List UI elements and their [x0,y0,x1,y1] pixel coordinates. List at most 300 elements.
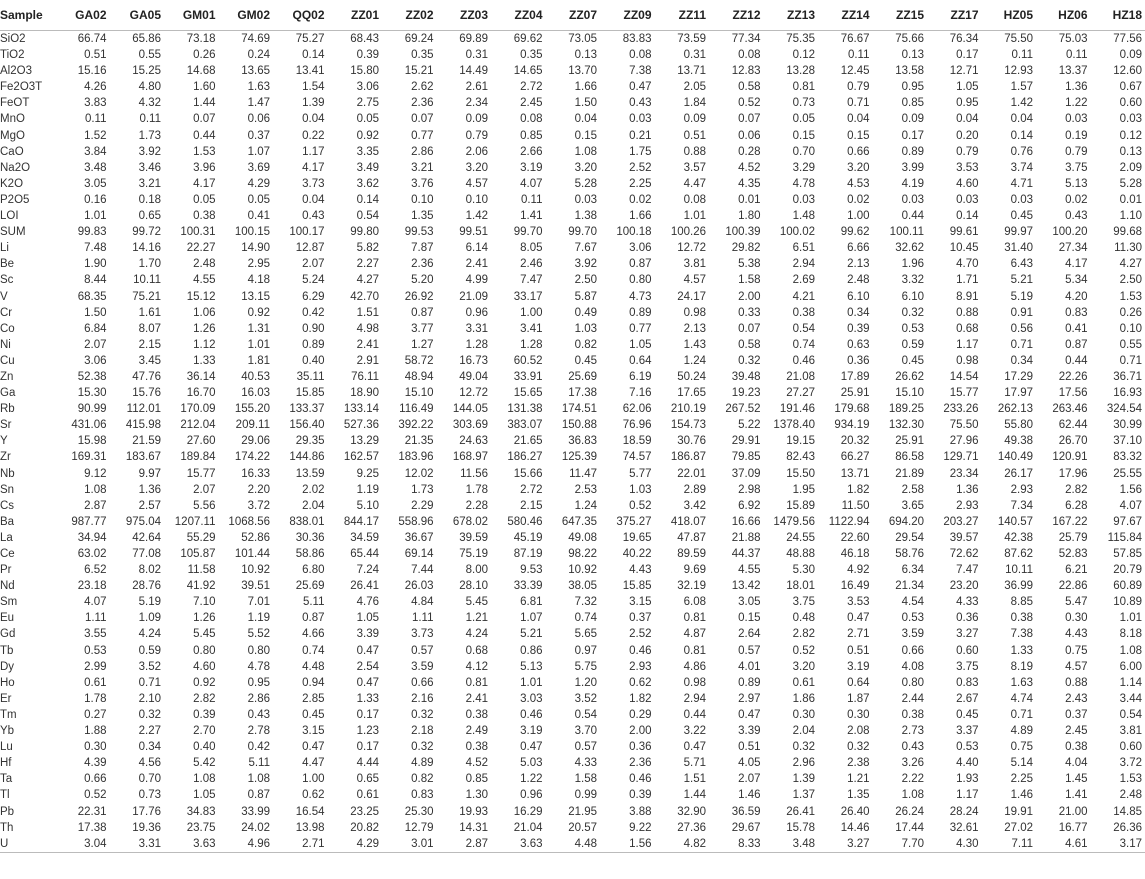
table-cell: 0.03 [574,193,597,206]
table-cell: 4.20 [1065,290,1088,303]
row-label: Tb [0,644,14,657]
table-cell: 1.58 [738,274,761,287]
table-cell: 28.10 [459,580,488,593]
table-row [0,643,1145,659]
table-cell: 41.92 [186,580,216,593]
table-cell: 0.55 [138,49,161,62]
table-cell: 0.47 [356,676,379,689]
table-row [0,594,1145,610]
table-cell: 0.81 [465,676,488,689]
table-cell: 75.50 [949,419,979,432]
table-cell: 3.27 [956,628,979,641]
table-cell: 5.28 [1119,177,1142,190]
table-cell: 558.96 [398,515,434,528]
table-cell: 0.01 [1119,193,1142,206]
table-cell: 0.88 [1065,676,1088,689]
table-cell: 33.17 [513,290,543,303]
column-header: QQ02 [273,0,328,31]
table-cell: 26.24 [895,805,924,818]
table-cell: 25.91 [840,387,870,400]
table-cell: 2.38 [847,757,870,770]
table-cell: 0.51 [84,49,107,62]
table-cell: 27.96 [949,435,979,448]
table-cell: 3.81 [1119,725,1142,738]
table-cell: 32.90 [677,805,706,818]
table-cell: 2.08 [847,725,870,738]
table-cell: 52.83 [1058,548,1088,560]
table-cell: 10.11 [1005,564,1033,577]
table-cell: 0.09 [901,113,924,126]
table-cell: 7.47 [520,274,543,287]
table-cell: 100.18 [616,226,652,239]
table-cell: 4.74 [1010,692,1033,705]
table-cell: 0.52 [84,789,107,802]
table-cell: 97.67 [1113,515,1142,528]
table-cell: 1.46 [738,789,761,802]
table-cell: 4.27 [1119,258,1142,271]
table-cell: 0.43 [302,210,325,223]
table-cell: 74.69 [241,33,270,45]
table-row [0,787,1145,803]
table-row [0,562,1145,578]
table-cell: 2.93 [956,499,979,512]
table-cell: 183.67 [125,451,161,464]
table-cell: 6.34 [901,564,924,577]
table-cell: 0.54 [792,322,815,335]
table-cell: 49.04 [459,370,488,383]
table-cell: 2.89 [683,483,706,496]
table-cell: 1.00 [302,773,325,786]
table-row [0,739,1145,755]
column-header: HZ18 [1091,0,1145,31]
table-cell: 38.05 [568,580,597,593]
table-cell: 0.59 [138,644,161,657]
table-cell: 2.09 [1119,161,1142,174]
table-cell: 0.08 [738,49,761,62]
table-cell: 55.80 [1004,419,1033,432]
table-cell: 0.66 [847,145,870,158]
table-cell: 5.65 [574,628,597,641]
table-cell: 15.66 [513,467,543,480]
column-header: ZZ13 [764,0,819,31]
column-header: ZZ12 [709,0,764,31]
table-cell: 4.73 [629,290,652,303]
table-row [0,820,1145,836]
table-cell: 3.42 [683,499,706,512]
table-cell: 13.59 [295,467,325,480]
table-cell: 82.43 [786,451,815,464]
table-cell: 2.97 [738,692,761,705]
table-cell: 0.75 [1065,644,1088,657]
table-cell: 0.32 [901,306,924,319]
table-cell: 1.03 [574,322,597,335]
table-cell: 1.24 [574,499,597,512]
table-cell: 4.24 [138,628,161,641]
table-cell: 0.91 [1010,306,1033,319]
table-cell: 27.02 [1004,821,1033,834]
table-cell: 4.78 [247,660,270,673]
table-cell: 3.45 [138,354,161,367]
table-cell: 36.99 [1004,580,1033,593]
table-cell: 1.35 [411,210,434,223]
table-row [0,337,1145,353]
row-label: SiO2 [0,33,26,45]
table-cell: 49.38 [1004,435,1033,448]
row-label: Hf [0,757,12,770]
table-cell: 3.20 [574,161,597,174]
table-cell: 154.73 [670,419,706,432]
table-cell: 0.42 [302,306,325,319]
table-cell: 1.28 [465,338,488,351]
table-cell: 0.89 [738,676,761,689]
table-cell: 1.73 [411,483,434,496]
table-cell: 14.31 [459,821,488,834]
table-cell: 29.67 [731,821,761,834]
table-cell: 3.73 [411,628,434,641]
table-cell: 1.42 [465,210,488,223]
row-label: Yb [0,725,15,738]
table-cell: 0.92 [247,306,270,319]
table-cell: 0.17 [901,129,924,142]
table-cell: 65.86 [132,33,161,45]
table-cell: 1.38 [574,210,597,223]
table-cell: 1.19 [247,612,270,625]
table-cell: 2.86 [411,145,434,158]
table-cell: 100.39 [725,226,761,239]
table-cell: 4.57 [683,274,706,287]
table-cell: 4.57 [1065,660,1088,673]
table-cell: 0.52 [792,644,815,657]
table-cell: 0.11 [847,49,870,62]
table-cell: 2.34 [465,97,488,110]
table-cell: 5.28 [574,177,597,190]
table-cell: 5.21 [1010,274,1033,287]
table-cell: 0.45 [1010,210,1033,223]
table-row [0,755,1145,771]
table-cell: 0.70 [138,773,161,786]
table-cell: 52.38 [77,370,107,383]
table-cell: 1.08 [574,145,597,158]
table-cell: 0.89 [629,306,652,319]
table-cell: 0.79 [1065,145,1088,158]
table-cell: 2.52 [629,161,652,174]
row-label: Zn [0,370,14,383]
table-cell: 69.89 [459,33,488,45]
table-cell: 19.15 [786,435,815,448]
table-cell: 1.17 [302,145,325,158]
table-cell: 3.15 [302,725,325,738]
table-cell: 0.05 [247,193,270,206]
table-cell: 2.94 [683,692,706,705]
table-cell: 2.95 [247,258,270,271]
column-header: ZZ15 [873,0,928,31]
table-cell: 37.10 [1113,435,1142,448]
table-cell: 19.65 [622,531,652,544]
table-cell: 26.36 [1113,821,1142,834]
table-cell: 1.63 [247,81,270,94]
table-cell: 0.95 [901,81,924,94]
table-cell: 0.16 [84,193,107,206]
table-cell: 0.01 [738,193,761,206]
table-cell: 0.38 [465,741,488,754]
table-cell: 2.72 [520,483,543,496]
table-cell: 49.08 [568,531,597,544]
row-label: Pr [0,564,12,577]
table-cell: 4.60 [956,177,979,190]
table-cell: 18.01 [786,580,815,593]
table-cell: 0.02 [1065,193,1088,206]
table-cell: 21.35 [404,435,434,448]
table-cell: 838.01 [289,515,325,528]
table-cell: 3.20 [465,161,488,174]
table-cell: 0.34 [1010,354,1033,367]
table-cell: 3.62 [356,177,379,190]
table-cell: 4.29 [328,836,383,853]
table-cell: 34.59 [350,531,379,544]
table-cell: 72.62 [949,548,979,560]
table-cell: 1.56 [1119,483,1142,496]
table-cell: 1.44 [683,789,706,802]
table-cell: 0.38 [193,210,216,223]
table-cell: 5.71 [683,757,706,770]
table-cell: 4.48 [546,836,601,853]
row-label: Lu [0,741,13,754]
table-cell: 1.01 [84,210,107,223]
table-cell: 16.03 [241,387,270,400]
table-cell: 0.10 [1119,322,1142,335]
table-cell: 8.05 [520,242,543,255]
table-cell: 37.09 [731,467,761,480]
table-row [0,417,1145,433]
table-cell: 9.97 [138,467,161,480]
table-cell: 4.44 [356,757,379,770]
table-row [0,836,1145,853]
table-cell: 0.10 [411,193,434,206]
table-cell: 183.96 [398,451,434,464]
table-cell: 0.32 [847,741,870,754]
table-cell: 50.24 [677,370,706,383]
table-cell: 1.01 [247,338,270,351]
table-cell: 3.52 [574,692,597,705]
table-cell: 0.90 [302,322,325,335]
table-cell: 25.55 [1113,467,1142,480]
table-cell: 1.10 [1119,210,1142,223]
table-cell: 0.89 [302,338,325,351]
table-cell: 0.47 [683,741,706,754]
table-cell: 3.35 [356,145,379,158]
table-cell: 100.11 [889,226,924,239]
table-cell: 20.32 [840,435,870,448]
table-cell: 22.31 [77,805,107,818]
table-cell: 0.11 [1065,49,1088,62]
table-cell: 4.80 [138,81,161,94]
table-cell: 0.37 [247,129,270,142]
table-cell: 22.01 [677,467,706,480]
table-cell: 6.80 [302,564,325,577]
table-cell: 35.11 [296,370,325,383]
table-cell: 3.88 [629,805,652,818]
table-cell: 36.67 [404,531,434,544]
table-cell: 0.07 [411,113,434,126]
table-cell: 26.62 [895,370,924,383]
row-label: MgO [0,129,25,142]
table-cell: 1.60 [193,81,216,94]
table-cell: 30.76 [677,435,706,448]
table-cell: 4.71 [1010,177,1033,190]
table-cell: 17.89 [840,370,870,383]
table-cell: 24.55 [786,531,815,544]
table-row [0,289,1145,305]
table-cell: 0.42 [247,741,270,754]
table-cell: 4.17 [1065,258,1088,271]
table-cell: 0.80 [247,644,270,657]
table-cell: 5.30 [792,564,815,577]
table-cell: 0.81 [683,612,706,625]
table-cell: 0.07 [738,113,761,126]
table-cell: 3.72 [247,499,270,512]
table-cell: 6.92 [738,499,761,512]
table-cell: 16.73 [459,354,488,367]
table-cell: 17.65 [677,387,706,400]
table-cell: 69.24 [404,33,434,45]
table-cell: 2.57 [138,499,161,512]
table-cell: 2.87 [84,499,107,512]
table-cell: 1.78 [465,483,488,496]
table-cell: 3.20 [847,161,870,174]
table-cell: 0.56 [1010,322,1033,335]
table-cell: 4.33 [956,596,979,609]
table-cell: 2.41 [465,258,488,271]
table-cell: 0.14 [356,193,379,206]
table-cell: 6.51 [792,242,815,255]
table-cell: 0.53 [901,612,924,625]
table-row [0,47,1145,63]
table-cell: 2.25 [1010,773,1033,786]
table-cell: 20.79 [1113,564,1142,577]
table-cell: 1.11 [411,612,434,625]
table-cell: 21.34 [895,580,924,593]
table-cell: 0.35 [520,49,543,62]
table-cell: 25.79 [1058,531,1088,544]
table-cell: 0.11 [1011,49,1033,62]
table-row [0,256,1145,272]
table-cell: 1.53 [193,145,216,158]
table-cell: 87.19 [513,548,543,560]
table-cell: 174.51 [561,403,597,416]
table-cell: 4.33 [574,757,597,770]
table-row [0,771,1145,787]
table-cell: 1.33 [356,692,379,705]
table-cell: 23.75 [186,821,216,834]
table-cell: 1.88 [84,725,107,738]
table-cell: 7.47 [956,564,979,577]
table-cell: 694.20 [888,515,924,528]
table-cell: 0.40 [302,354,325,367]
table-cell: 2.98 [738,483,761,496]
table-cell: 1.17 [956,789,979,802]
table-cell: 24.17 [677,290,706,303]
table-cell: 66.74 [77,33,107,45]
table-cell: 263.46 [1052,403,1088,416]
table-cell: 0.49 [574,306,597,319]
table-cell: 1.47 [247,97,270,110]
table-cell: 0.17 [356,708,379,721]
table-row [0,128,1145,144]
table-cell: 8.07 [138,322,161,335]
table-cell: 1.66 [574,81,597,94]
row-label: SUM [0,226,26,239]
table-cell: 1.21 [465,612,488,625]
table-cell: 0.09 [1119,49,1142,62]
table-cell: 0.35 [411,49,434,62]
column-header: GA02 [55,0,110,31]
table-cell: 203.27 [943,515,979,528]
table-cell: 5.24 [302,274,325,287]
table-cell: 44.37 [731,548,761,560]
table-cell: 2.22 [901,773,924,786]
table-cell: 0.30 [847,708,870,721]
table-cell: 5.11 [248,757,270,770]
table-cell: 0.71 [1119,354,1142,367]
table-cell: 0.87 [629,258,652,271]
table-cell: 1.22 [520,773,543,786]
table-cell: 3.53 [847,596,870,609]
table-cell: 0.46 [629,773,652,786]
table-cell: 1.51 [356,306,379,319]
table-cell: 1.31 [247,322,270,335]
table-cell: 2.10 [138,692,161,705]
table-cell: 3.44 [1119,692,1142,705]
table-cell: 0.66 [84,773,107,786]
table-cell: 1.90 [84,258,107,271]
table-cell: 3.39 [356,628,379,641]
table-cell: 987.77 [71,515,107,528]
table-row [0,272,1145,288]
table-cell: 0.81 [683,644,706,657]
table-cell: 2.50 [574,274,597,287]
table-cell: 58.86 [295,548,325,560]
table-cell: 0.61 [84,676,107,689]
table-cell: 0.26 [1119,306,1142,319]
table-cell: 0.83 [411,789,434,802]
table-cell: 20.82 [350,821,379,834]
table-cell: 39.59 [459,531,488,544]
row-label: Ho [0,676,15,689]
table-row [0,95,1145,111]
table-cell: 39.48 [731,370,761,383]
table-cell: 15.16 [77,65,107,78]
column-header: ZZ03 [437,0,492,31]
table-cell: 140.49 [997,451,1033,464]
table-cell: 3.19 [520,161,543,174]
table-cell: 125.39 [561,451,597,464]
table-cell: 375.27 [616,515,652,528]
table-cell: 0.74 [574,612,597,625]
table-cell: 4.60 [193,660,216,673]
table-cell: 1.27 [411,338,434,351]
table-cell: 431.06 [71,419,107,432]
table-cell: 5.19 [138,596,161,609]
table-cell: 32.61 [949,821,979,834]
table-cell: 3.46 [138,161,161,174]
row-label: Sc [0,274,14,287]
table-cell: 1.08 [901,789,924,802]
table-cell: 100.26 [670,226,706,239]
table-cell: 5.03 [520,757,543,770]
table-cell: 0.09 [465,113,488,126]
table-cell: 15.10 [404,387,434,400]
table-cell: 3.04 [55,836,110,853]
